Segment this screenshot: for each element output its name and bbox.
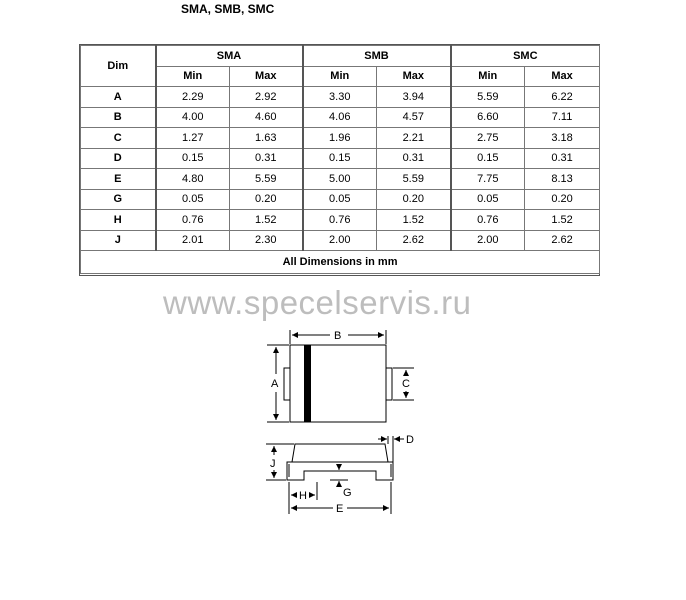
- value-cell: 6.22: [525, 87, 600, 108]
- lead-right: [386, 368, 392, 400]
- value-cell: 2.00: [451, 230, 525, 251]
- cathode-band: [304, 345, 311, 422]
- leads-side-view: [287, 462, 393, 480]
- value-cell: 4.06: [303, 107, 377, 128]
- dim-header: Dim: [81, 46, 156, 87]
- dim-label-b: B: [334, 330, 342, 342]
- value-cell: 5.59: [230, 169, 303, 190]
- sub-header: Max: [230, 66, 303, 87]
- value-cell: 0.31: [230, 148, 303, 169]
- sub-header: Min: [303, 66, 377, 87]
- dim-cell: D: [81, 148, 156, 169]
- value-cell: 2.75: [451, 128, 525, 149]
- value-cell: 4.00: [156, 107, 230, 128]
- value-cell: 2.92: [230, 87, 303, 108]
- page-title: SMA, SMB, SMC: [181, 2, 275, 16]
- value-cell: 1.52: [525, 210, 600, 231]
- value-cell: 4.80: [156, 169, 230, 190]
- dim-label-d: D: [406, 434, 414, 446]
- dim-cell: E: [81, 169, 156, 190]
- value-cell: 0.31: [525, 148, 600, 169]
- value-cell: 6.60: [451, 107, 525, 128]
- value-cell: 2.62: [525, 230, 600, 251]
- value-cell: 0.76: [451, 210, 525, 231]
- dim-label-e: E: [336, 503, 344, 515]
- value-cell: 0.20: [377, 189, 451, 210]
- dim-cell: B: [81, 107, 156, 128]
- body-side-view: [292, 444, 388, 462]
- value-cell: 0.15: [156, 148, 230, 169]
- value-cell: 5.59: [377, 169, 451, 190]
- value-cell: 4.60: [230, 107, 303, 128]
- value-cell: 0.76: [303, 210, 377, 231]
- value-cell: 0.15: [303, 148, 377, 169]
- dim-label-j: J: [270, 458, 276, 470]
- lead-left: [284, 368, 290, 400]
- dim-label-g: G: [343, 487, 352, 499]
- value-cell: 2.62: [377, 230, 451, 251]
- group-header-sma: SMA: [156, 46, 303, 67]
- sub-header: Max: [377, 66, 451, 87]
- value-cell: 1.52: [230, 210, 303, 231]
- value-cell: 3.18: [525, 128, 600, 149]
- group-header-smc: SMC: [451, 46, 600, 67]
- value-cell: 7.75: [451, 169, 525, 190]
- value-cell: 7.11: [525, 107, 600, 128]
- value-cell: 1.27: [156, 128, 230, 149]
- watermark: www.specelservis.ru: [163, 284, 472, 321]
- value-cell: 0.05: [303, 189, 377, 210]
- value-cell: 2.21: [377, 128, 451, 149]
- value-cell: 1.96: [303, 128, 377, 149]
- dim-cell: A: [81, 87, 156, 108]
- dim-label-c: C: [402, 378, 410, 390]
- value-cell: 2.30: [230, 230, 303, 251]
- value-cell: 0.20: [525, 189, 600, 210]
- value-cell: 3.30: [303, 87, 377, 108]
- value-cell: 0.05: [451, 189, 525, 210]
- value-cell: 4.57: [377, 107, 451, 128]
- sub-header: Min: [451, 66, 525, 87]
- value-cell: 1.63: [230, 128, 303, 149]
- group-header-smb: SMB: [303, 46, 451, 67]
- dim-label-h: H: [299, 490, 307, 502]
- sub-header: Min: [156, 66, 230, 87]
- value-cell: 0.31: [377, 148, 451, 169]
- table-footer: All Dimensions in mm: [81, 251, 600, 274]
- value-cell: 0.20: [230, 189, 303, 210]
- value-cell: 1.52: [377, 210, 451, 231]
- value-cell: 5.00: [303, 169, 377, 190]
- value-cell: 5.59: [451, 87, 525, 108]
- value-cell: 3.94: [377, 87, 451, 108]
- dim-cell: G: [81, 189, 156, 210]
- value-cell: 8.13: [525, 169, 600, 190]
- dim-cell: H: [81, 210, 156, 231]
- dim-cell: J: [81, 230, 156, 251]
- dim-cell: C: [81, 128, 156, 149]
- value-cell: 2.01: [156, 230, 230, 251]
- dim-label-a: A: [271, 378, 279, 390]
- value-cell: 0.05: [156, 189, 230, 210]
- value-cell: 0.15: [451, 148, 525, 169]
- value-cell: 2.00: [303, 230, 377, 251]
- sub-header: Max: [525, 66, 600, 87]
- value-cell: 2.29: [156, 87, 230, 108]
- value-cell: 0.76: [156, 210, 230, 231]
